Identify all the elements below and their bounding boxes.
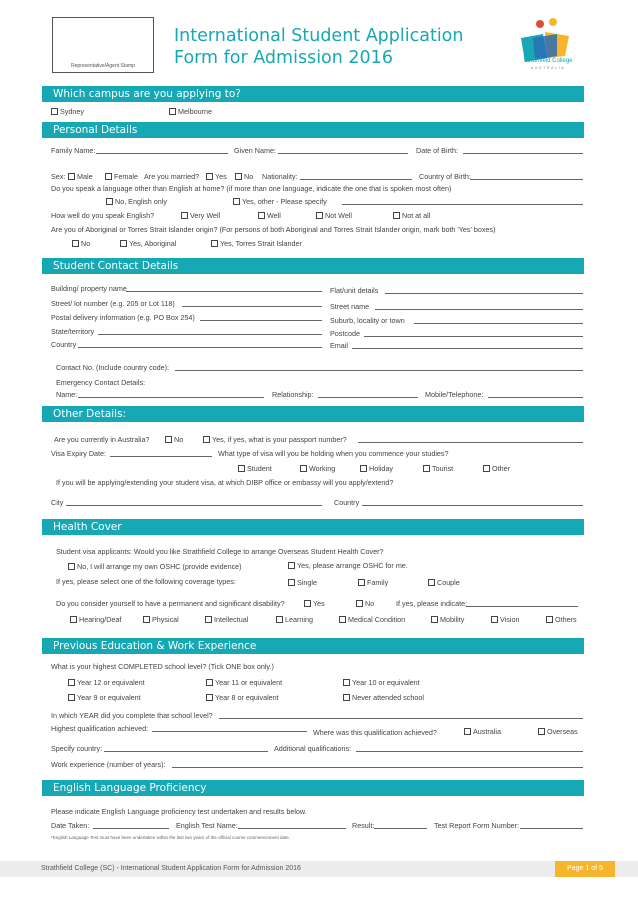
coverage-single-option[interactable]: Single [288,578,317,587]
country-birth-label: Country of Birth: [419,172,471,181]
torres-strait-yes-option[interactable]: Yes, Torres Strait Islander [211,239,302,248]
married-no-option[interactable]: No [235,172,253,181]
visa-student-option[interactable]: Student [238,464,272,473]
building-label: Building/ property name [51,284,127,293]
disability-indicate-label: If yes, please indicate: [396,599,468,608]
checkbox[interactable] [316,212,323,219]
checkbox[interactable] [464,728,471,735]
checkbox[interactable] [165,436,172,443]
visa-holiday-option[interactable]: Holiday [360,464,393,473]
state-field[interactable] [98,334,322,335]
checkbox[interactable] [143,616,150,623]
checkbox[interactable] [300,465,307,472]
checkbox[interactable] [205,616,212,623]
dibp-city-label: City [51,498,64,507]
checkbox[interactable] [106,198,113,205]
arrange-oshc-option[interactable]: Yes, please arrange OSHC for me. [288,561,408,570]
english-very-well-option[interactable]: Very Well [181,211,220,220]
checkbox[interactable] [288,562,295,569]
sex-female-option[interactable]: Female [105,172,138,181]
school-y8-option[interactable]: Year 8 or equivalent [206,693,279,702]
page-number: Page 1 of 5 [555,861,615,877]
specify-country-field[interactable] [104,751,268,752]
disability-vision-option[interactable]: Vision [491,615,519,624]
result-field[interactable] [374,828,427,829]
test-name-label: English Test Name: [176,821,238,830]
sex-label: Sex: [51,172,66,181]
emergency-name-label: Name: [56,390,78,399]
checkbox[interactable] [51,108,58,115]
in-australia-no-option[interactable]: No [165,435,183,444]
form-title [174,25,464,69]
section-personal: Personal Details [42,122,584,138]
campus-melbourne-option[interactable]: Melbourne [169,107,212,116]
checkbox[interactable] [393,212,400,219]
agent-stamp-box[interactable] [52,17,154,73]
checkbox[interactable] [235,173,242,180]
campus-sydney-option[interactable]: Sydney [51,107,84,116]
dibp-city-field[interactable] [66,505,322,506]
disability-physical-option[interactable]: Physical [143,615,179,624]
checkbox[interactable] [276,616,283,623]
suburb-label: Suburb, locality or town [330,316,405,325]
street-name-label: Street name [330,302,370,311]
section-education: Previous Education & Work Experience [42,638,584,654]
checkbox[interactable] [423,465,430,472]
checkbox[interactable] [181,212,188,219]
checkbox[interactable] [206,694,213,701]
flat-field[interactable] [385,293,583,294]
work-exp-label: Work experience (number of years): [51,760,166,769]
checkbox[interactable] [258,212,265,219]
passport-field[interactable] [358,442,583,443]
highest-qual-field[interactable] [152,731,307,732]
checkbox[interactable] [483,465,490,472]
contact-no-label: Contact No. (Include country code): [56,363,170,372]
oshc-question: Student visa applicants: Would you like Strathfield College to arrange Overseas Student Health Cover? [56,547,384,556]
country-birth-field[interactable] [470,179,583,180]
visa-expiry-label: Visa Expiry Date: [51,449,106,458]
date-taken-label: Date Taken: [51,821,90,830]
form-title-line1: International Student Application [174,26,464,46]
footer-text: Strathfield College (SC) - International Student Application Form for Admission 2016 [41,865,301,872]
logo-name: Strathfield College [523,58,573,64]
visa-expiry-field[interactable] [110,456,212,457]
checkbox[interactable] [70,616,77,623]
disability-yes-option[interactable]: Yes [304,599,325,608]
given-name-label: Given Name: [234,146,276,155]
family-name-label: Family Name: [51,146,96,155]
checkbox[interactable] [360,465,367,472]
family-name-field[interactable] [96,153,228,154]
disability-others-option[interactable]: Others [546,615,577,624]
visa-other-option[interactable]: Other [483,464,510,473]
highest-qual-label: Highest qualification achieved: [51,724,149,733]
married-label: Are you married? [144,172,200,181]
date-taken-field[interactable] [93,828,169,829]
nationality-label: Nationality: [262,172,298,181]
dob-field[interactable] [463,153,583,154]
aboriginal-yes-option[interactable]: Yes, Aboriginal [120,239,176,248]
visa-type-question: What type of visa will you be holding when you commence your studies? [218,449,449,458]
checkbox[interactable] [72,240,79,247]
checkbox[interactable] [68,679,75,686]
disability-intellectual-option[interactable]: Intellectual [205,615,248,624]
relationship-label: Relationship: [272,390,314,399]
school-y11-option[interactable]: Year 11 or equivalent [206,678,282,687]
checkbox[interactable] [233,198,240,205]
checkbox[interactable] [358,579,365,586]
checkbox[interactable] [339,616,346,623]
school-y10-option[interactable]: Year 10 or equivalent [343,678,420,687]
disability-learning-option[interactable]: Learning [276,615,313,624]
postcode-field[interactable] [364,336,583,337]
disability-no-option[interactable]: No [356,599,374,608]
checkbox[interactable] [120,240,127,247]
dob-label: Date of Birth: [416,146,458,155]
suburb-field[interactable] [414,323,583,324]
nationality-field[interactable] [300,179,412,180]
checkbox[interactable] [206,173,213,180]
section-english: English Language Proficiency [42,780,584,796]
checkbox[interactable] [491,616,498,623]
language-other-option[interactable]: Yes, other - Please specify [233,197,327,206]
year-completed-field[interactable] [219,718,583,719]
married-yes-option[interactable]: Yes [206,172,227,181]
checkbox[interactable] [428,579,435,586]
sex-male-option[interactable]: Male [68,172,93,181]
coverage-family-option[interactable]: Family [358,578,388,587]
achieved-overseas-option[interactable]: Overseas [538,727,578,736]
section-health: Health Cover [42,519,584,535]
section-campus: Which campus are you applying to? [42,86,584,102]
street-name-field[interactable] [375,309,583,310]
section-contact: Student Contact Details [42,258,584,274]
in-australia-question: Are you currently in Australia? [54,435,150,444]
language-question: Do you speak a language other than English at home? (if more than one language, indicate the one that is spoken most often) [51,184,452,193]
dibp-country-label: Country [334,498,360,507]
english-only-option[interactable]: No, English only [106,197,167,206]
english-not-well-option[interactable]: Not Well [316,211,352,220]
street-no-label: Street/ lot number (e.g. 205 or Lot 118) [51,299,175,308]
visa-tourist-option[interactable]: Tourist [423,464,453,473]
english-level-question: How well do you speak English? [51,211,155,220]
flat-label: Flat/unit details [330,286,379,295]
work-exp-field[interactable] [172,767,583,768]
postal-field[interactable] [200,320,322,321]
disability-mobility-option[interactable]: Mobility [431,615,464,624]
checkbox[interactable] [105,173,112,180]
country-label: Country [51,340,77,349]
dibp-country-field[interactable] [362,505,583,506]
relationship-field[interactable] [318,397,418,398]
mobile-label: Mobile/Telephone: [425,390,484,399]
report-no-label: Test Report Form Number: [434,821,520,830]
checkbox[interactable] [343,694,350,701]
email-label: Email [330,341,348,350]
checkbox[interactable] [288,579,295,586]
achieved-australia-option[interactable]: Australia [464,727,501,736]
disability-hearing-option[interactable]: Hearing/Deaf [70,615,121,624]
test-name-field[interactable] [238,828,346,829]
checkbox[interactable] [304,600,311,607]
building-field[interactable] [126,291,322,292]
emergency-name-field[interactable] [78,397,264,398]
checkbox[interactable] [68,563,75,570]
logo-subtitle: AUSTRALIA [530,66,566,70]
mobile-field[interactable] [488,397,583,398]
postal-label: Postal delivery information (e.g. PO Box 254) [51,313,195,322]
checkbox[interactable] [206,679,213,686]
checkbox[interactable] [356,600,363,607]
disability-question: Do you consider yourself to have a permanent and significant disability? [56,599,285,608]
highest-school-question: What is your highest COMPLETED school level? (Tick ONE box only.) [51,662,274,671]
english-not-at-all-option[interactable]: Not at all [393,211,430,220]
dibp-question: If you will be applying/extending your student visa, at which DIBP office or embassy will you apply/extend? [56,478,394,487]
checkbox[interactable] [238,465,245,472]
checkbox[interactable] [538,728,545,735]
additional-qual-label: Additional qualifications: [274,744,352,753]
state-label: State/territory [51,327,95,336]
school-y9-option[interactable]: Year 9 or equivalent [68,693,141,702]
coverage-couple-option[interactable]: Couple [428,578,460,587]
checkbox[interactable] [203,436,210,443]
checkbox[interactable] [546,616,553,623]
report-no-field[interactable] [520,828,583,829]
section-other: Other Details: [42,406,584,422]
emergency-label: Emergency Contact Details: [56,378,146,387]
aboriginal-no-option[interactable]: No [72,239,90,248]
visa-working-option[interactable]: Working [300,464,335,473]
in-australia-yes-option[interactable]: Yes, if yes, what is your passport number? [203,435,347,444]
disability-medical-option[interactable]: Medical Condition [339,615,405,624]
checkbox[interactable] [68,173,75,180]
checkbox[interactable] [431,616,438,623]
own-oshc-option[interactable]: No, I will arrange my own OSHC (provide evidence) [68,562,242,571]
english-test-note: *English Language Test must have been undertaken within the last two years of the official course commencement date. [51,835,290,840]
school-never-option[interactable]: Never attended school [343,693,424,702]
english-well-option[interactable]: Well [258,211,281,220]
year-completed-label: In which YEAR did you complete that school level? [51,711,213,720]
aboriginal-question: Are you of Aboriginal or Torres Strait Islander origin? (For persons of both Aboriginal and Torres Strait Islander origin, mark both 'Yes' boxes) [51,225,496,234]
school-y12-option[interactable]: Year 12 or equivalent [68,678,145,687]
checkbox[interactable] [68,694,75,701]
language-specify-field[interactable] [342,204,583,205]
agent-stamp-label: Representative/Agent Stamp [71,63,135,69]
checkbox[interactable] [169,108,176,115]
checkbox[interactable] [211,240,218,247]
street-no-field[interactable] [182,306,322,307]
where-achieved-label: Where was this qualification achieved? [313,728,437,737]
coverage-question: If yes, please select one of the following coverage types: [56,577,236,586]
form-title-line2: Form for Admission 2016 [174,48,393,68]
postcode-label: Postcode [330,329,360,338]
result-label: Result: [352,821,375,830]
given-name-field[interactable] [278,153,408,154]
specify-country-label: Specify country: [51,744,103,753]
contact-no-field[interactable] [175,370,583,371]
english-test-instruction: Please indicate English Language proficiency test undertaken and results below. [51,807,307,816]
email-field[interactable] [352,348,583,349]
checkbox[interactable] [343,679,350,686]
country-field[interactable] [78,347,322,348]
disability-indicate-field[interactable] [466,606,578,607]
additional-qual-field[interactable] [356,751,583,752]
